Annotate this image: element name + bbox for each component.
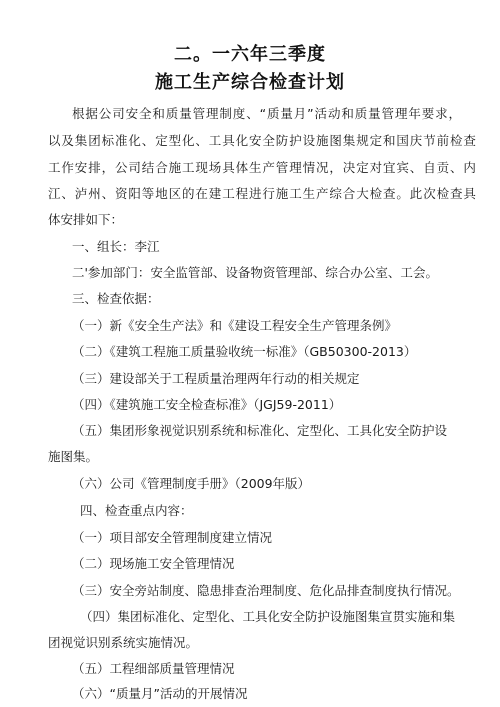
focus-item: （一）项目部安全管理制度建立情况: [72, 530, 273, 545]
intro-line: 体安排如下：: [48, 212, 124, 227]
basis-item: （三）建设部关于工程质量治理两年行动的相关规定: [72, 371, 360, 386]
document-title-line-1: 二。一六年三季度: [174, 44, 326, 65]
basis-item: （四）《建筑施工安全检查标准》（JGJ59-2011）: [72, 397, 342, 412]
section-basis-heading: 三、检查依据：: [72, 291, 160, 306]
basis-item: （五）集团形象视觉识别系统和标准化、定型化、工具化安全防护设: [72, 423, 448, 438]
intro-line: 工作安排，公司结合施工现场具体生产管理情况，决定对宜宾、自贡、内: [48, 160, 477, 175]
basis-item: （一）新《安全生产法》和《建设工程安全生产管理条例》: [72, 318, 398, 333]
section-focus-heading: 四、检查重点内容：: [80, 503, 193, 518]
focus-item: （五）工程细部质量管理情况: [72, 661, 235, 676]
basis-item: （六）公司《管理制度手册》（2009年版）: [72, 476, 311, 491]
basis-item-continuation: 施图集。: [48, 449, 99, 464]
intro-line: 根据公司安全和质量管理制度、“质量月”活动和质量管理年要求，: [72, 106, 462, 121]
focus-item-continuation: 团视觉识别系统实施情况。: [48, 635, 199, 650]
basis-item: （二）《建筑工程施工质量验收统一标准》（GB50300-2013）: [72, 344, 417, 359]
focus-item: （二）现场施工安全管理情况: [72, 556, 235, 571]
section-leader: 一、组长：李江: [72, 239, 160, 254]
focus-item: （六）“质量月”活动的开展情况: [72, 686, 248, 701]
document-title-line-2: 施工生产综合检查计划: [155, 72, 345, 93]
focus-item: （四）集团标准化、定型化、工具化安全防护设施图集宣贯实施和集: [80, 609, 456, 624]
focus-item: （三）安全旁站制度、隐患排查治理制度、危化品排查制度执行情况。: [72, 583, 460, 598]
intro-line: 以及集团标准化、定型化、工具化安全防护设施图集规定和国庆节前检查: [48, 133, 477, 148]
intro-line: 江、泸州、资阳等地区的在建工程进行施工生产综合大检查。此次检查具: [48, 186, 477, 201]
section-departments: 二'参加部门：安全监管部、设备物资管理部、综合办公室、工会。: [72, 265, 438, 280]
